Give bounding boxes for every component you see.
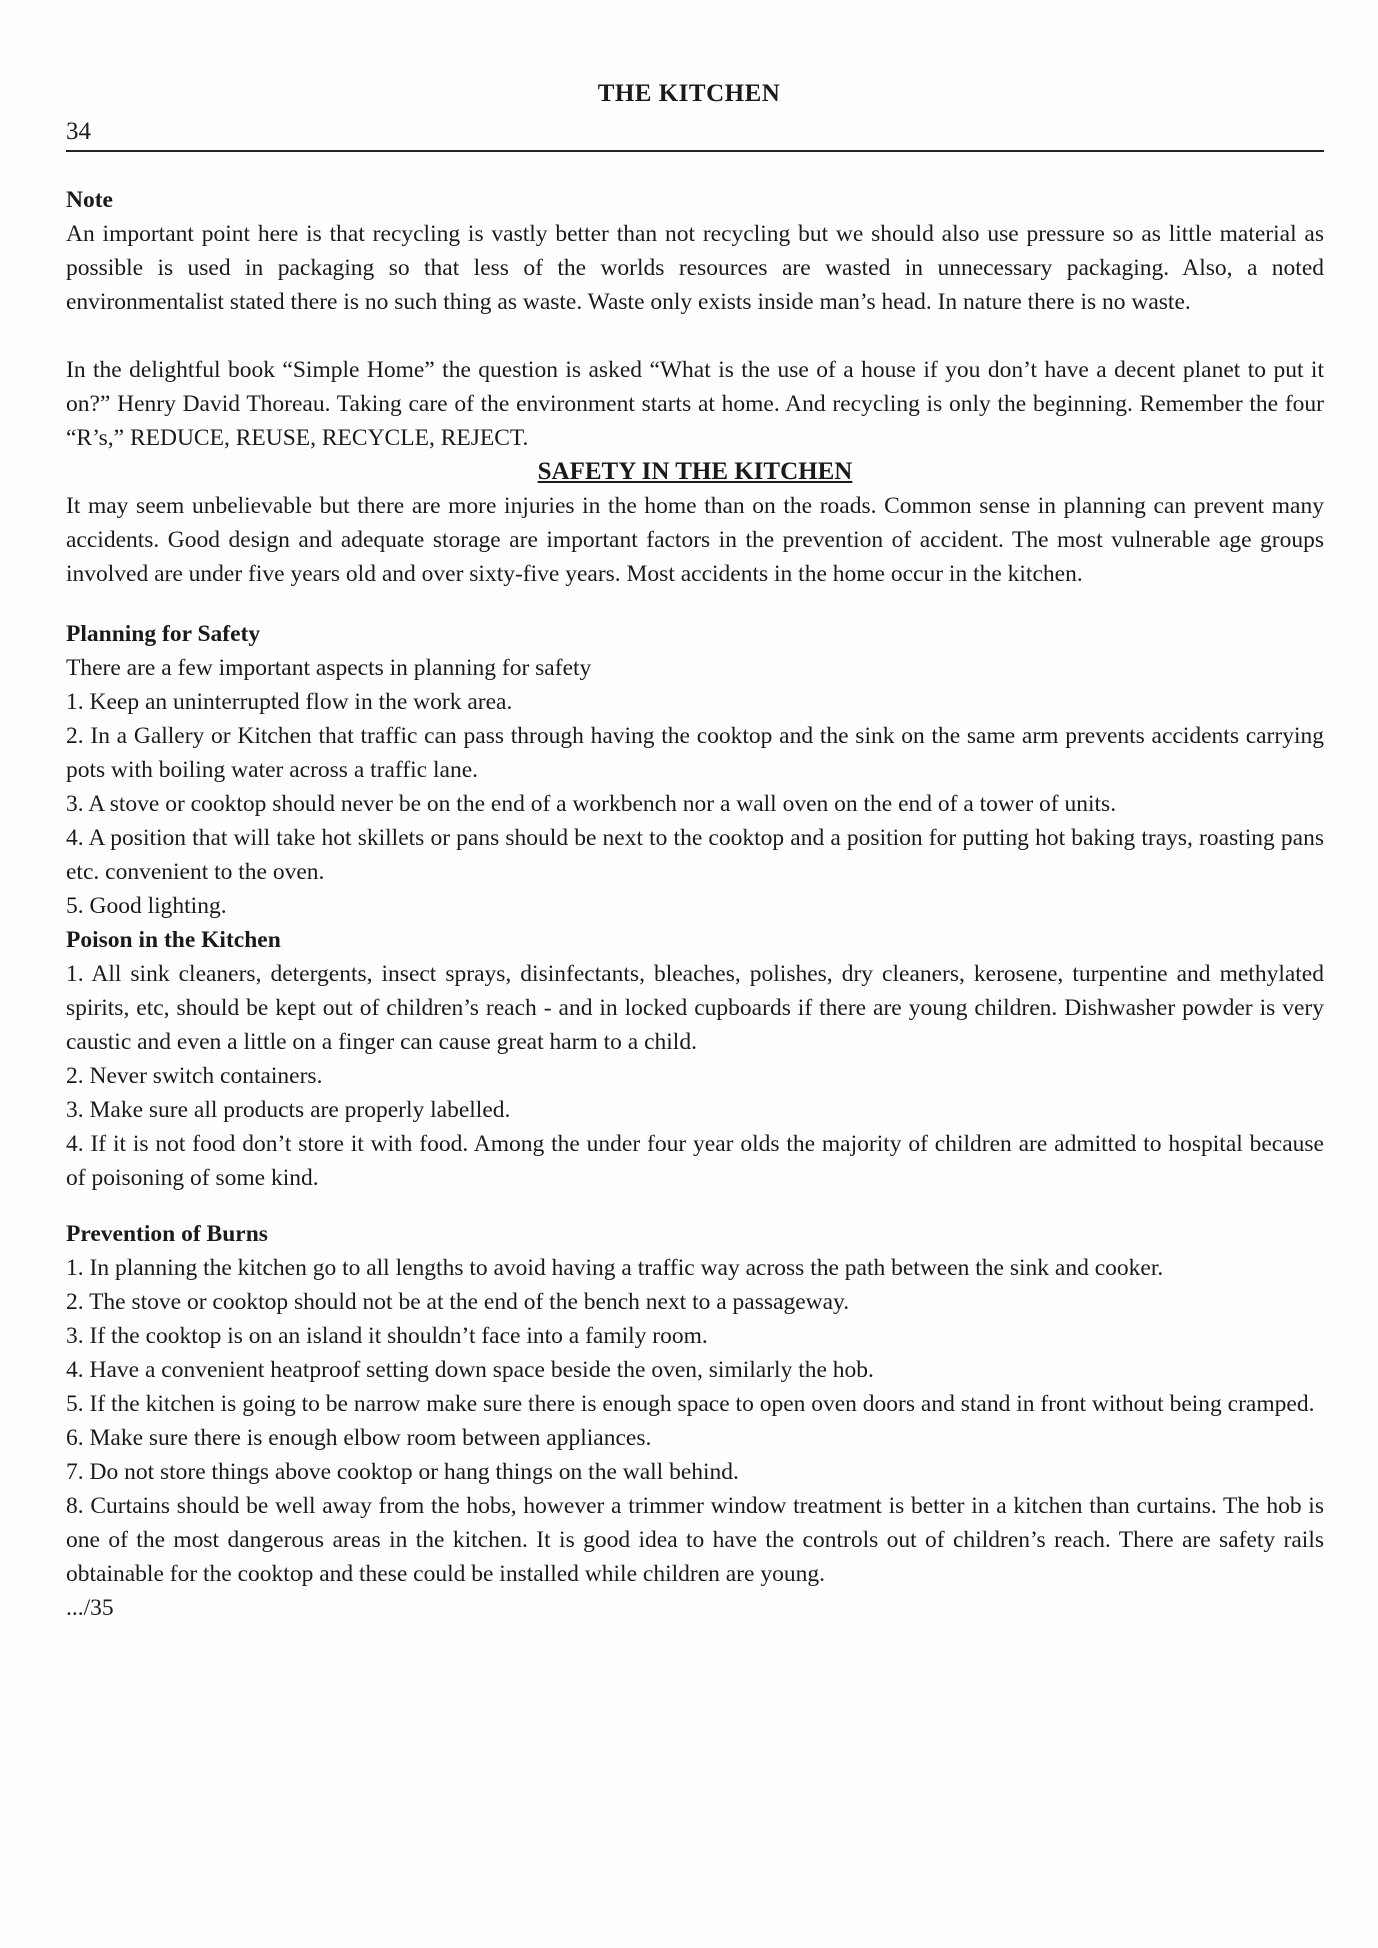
- list-item: 4. Have a convenient heatproof setting down space beside the oven, similarly the hob.: [66, 1357, 874, 1383]
- list-item: 4. If it is not food don’t store it with food. Among the under four year olds the majority of children are admitted to hospital because of poisoning of some kind.: [66, 1131, 1324, 1191]
- list-item: 6. Make sure there is enough elbow room between appliances.: [66, 1425, 652, 1451]
- safety-intro: It may seem unbelievable but there are more injuries in the home than on the roads. Common sense in planning can prevent many accidents. Good design and adequate storage are important factors in the prevention of accident. The most vulnerable age groups involved are under five years old and over sixty-five years. Most accidents in the home occur in the kitchen.: [66, 493, 1324, 587]
- poison-heading: Poison in the Kitchen: [66, 927, 281, 953]
- page-content: [66, 183, 1324, 1625]
- list-item: 4. A position that will take hot skillets or pans should be next to the cooktop and a position for putting hot baking trays, roasting pans etc. convenient to the oven.: [66, 825, 1324, 885]
- list-item: 3. Make sure all products are properly labelled.: [66, 1097, 511, 1123]
- note-paragraph-1: An important point here is that recycling is vastly better than not recycling but we should also use pressure so as little material as possible is used in packaging so that less of the worlds resources are wasted in unnecessary packaging. Also, a noted environmentalist stated there is no such thing as waste. Waste only exists inside man’s head. In nature there is no waste.: [66, 221, 1324, 315]
- list-item: 5. If the kitchen is going to be narrow make sure there is enough space to open oven doors and stand in front without being cramped.: [66, 1391, 1315, 1417]
- note-paragraph-2: In the delightful book “Simple Home” the question is asked “What is the use of a house if you don’t have a decent planet to put it on?” Henry David Thoreau. Taking care of the environment starts at home. And recycling is only the beginning. Remember the four “R’s,” REDUCE, REUSE, RECYCLE, REJECT.: [66, 357, 1324, 451]
- planning-heading: Planning for Safety: [66, 621, 261, 647]
- note-heading: Note: [66, 187, 113, 213]
- header-rule: [66, 150, 1324, 152]
- page-number: 34: [66, 118, 91, 145]
- list-item: 7. Do not store things above cooktop or hang things on the wall behind.: [66, 1459, 739, 1485]
- planning-section: [66, 617, 1324, 923]
- list-item: 2. In a Gallery or Kitchen that traffic can pass through having the cooktop and the sink on the same arm prevents accidents carrying pots with boiling water across a traffic lane.: [66, 723, 1324, 783]
- list-item: 3. A stove or cooktop should never be on the end of a workbench nor a wall oven on the end of a tower of units.: [66, 791, 1117, 817]
- safety-section: [66, 455, 1324, 591]
- running-title: THE KITCHEN: [597, 80, 781, 107]
- list-item: 1. In planning the kitchen go to all lengths to avoid having a traffic way across the path between the sink and cooker.: [66, 1255, 1164, 1281]
- safety-heading: SAFETY IN THE KITCHEN: [537, 458, 853, 485]
- note-section: [66, 183, 1324, 455]
- continued-reference: .../35: [66, 1595, 114, 1621]
- burns-heading: Prevention of Burns: [66, 1221, 268, 1247]
- list-item: 8. Curtains should be well away from the hobs, however a trimmer window treatment is better in a kitchen than curtains. The hob is one of the most dangerous areas in the kitchen. It is good idea to have the controls out of children’s reach. There are safety rails obtainable for the cooktop and these could be installed while children are young.: [66, 1493, 1324, 1587]
- poison-section: [66, 923, 1324, 1195]
- list-item: 3. If the cooktop is on an island it shouldn’t face into a family room.: [66, 1323, 708, 1349]
- list-item: 2. Never switch containers.: [66, 1063, 323, 1089]
- list-item: 2. The stove or cooktop should not be at the end of the bench next to a passageway.: [66, 1289, 850, 1315]
- planning-intro: There are a few important aspects in planning for safety: [66, 655, 592, 681]
- list-item: 5. Good lighting.: [66, 893, 227, 919]
- burns-section: [66, 1217, 1324, 1591]
- list-item: 1. All sink cleaners, detergents, insect sprays, disinfectants, bleaches, polishes, dry cleaners, kerosene, turpentine and methylated spirits, etc, should be kept out of children’s reach - and in locked cupboards if there are young children. Dishwasher powder is very caustic and even a little on a finger can cause great harm to a child.: [66, 961, 1324, 1055]
- list-item: 1. Keep an uninterrupted flow in the work area.: [66, 689, 513, 715]
